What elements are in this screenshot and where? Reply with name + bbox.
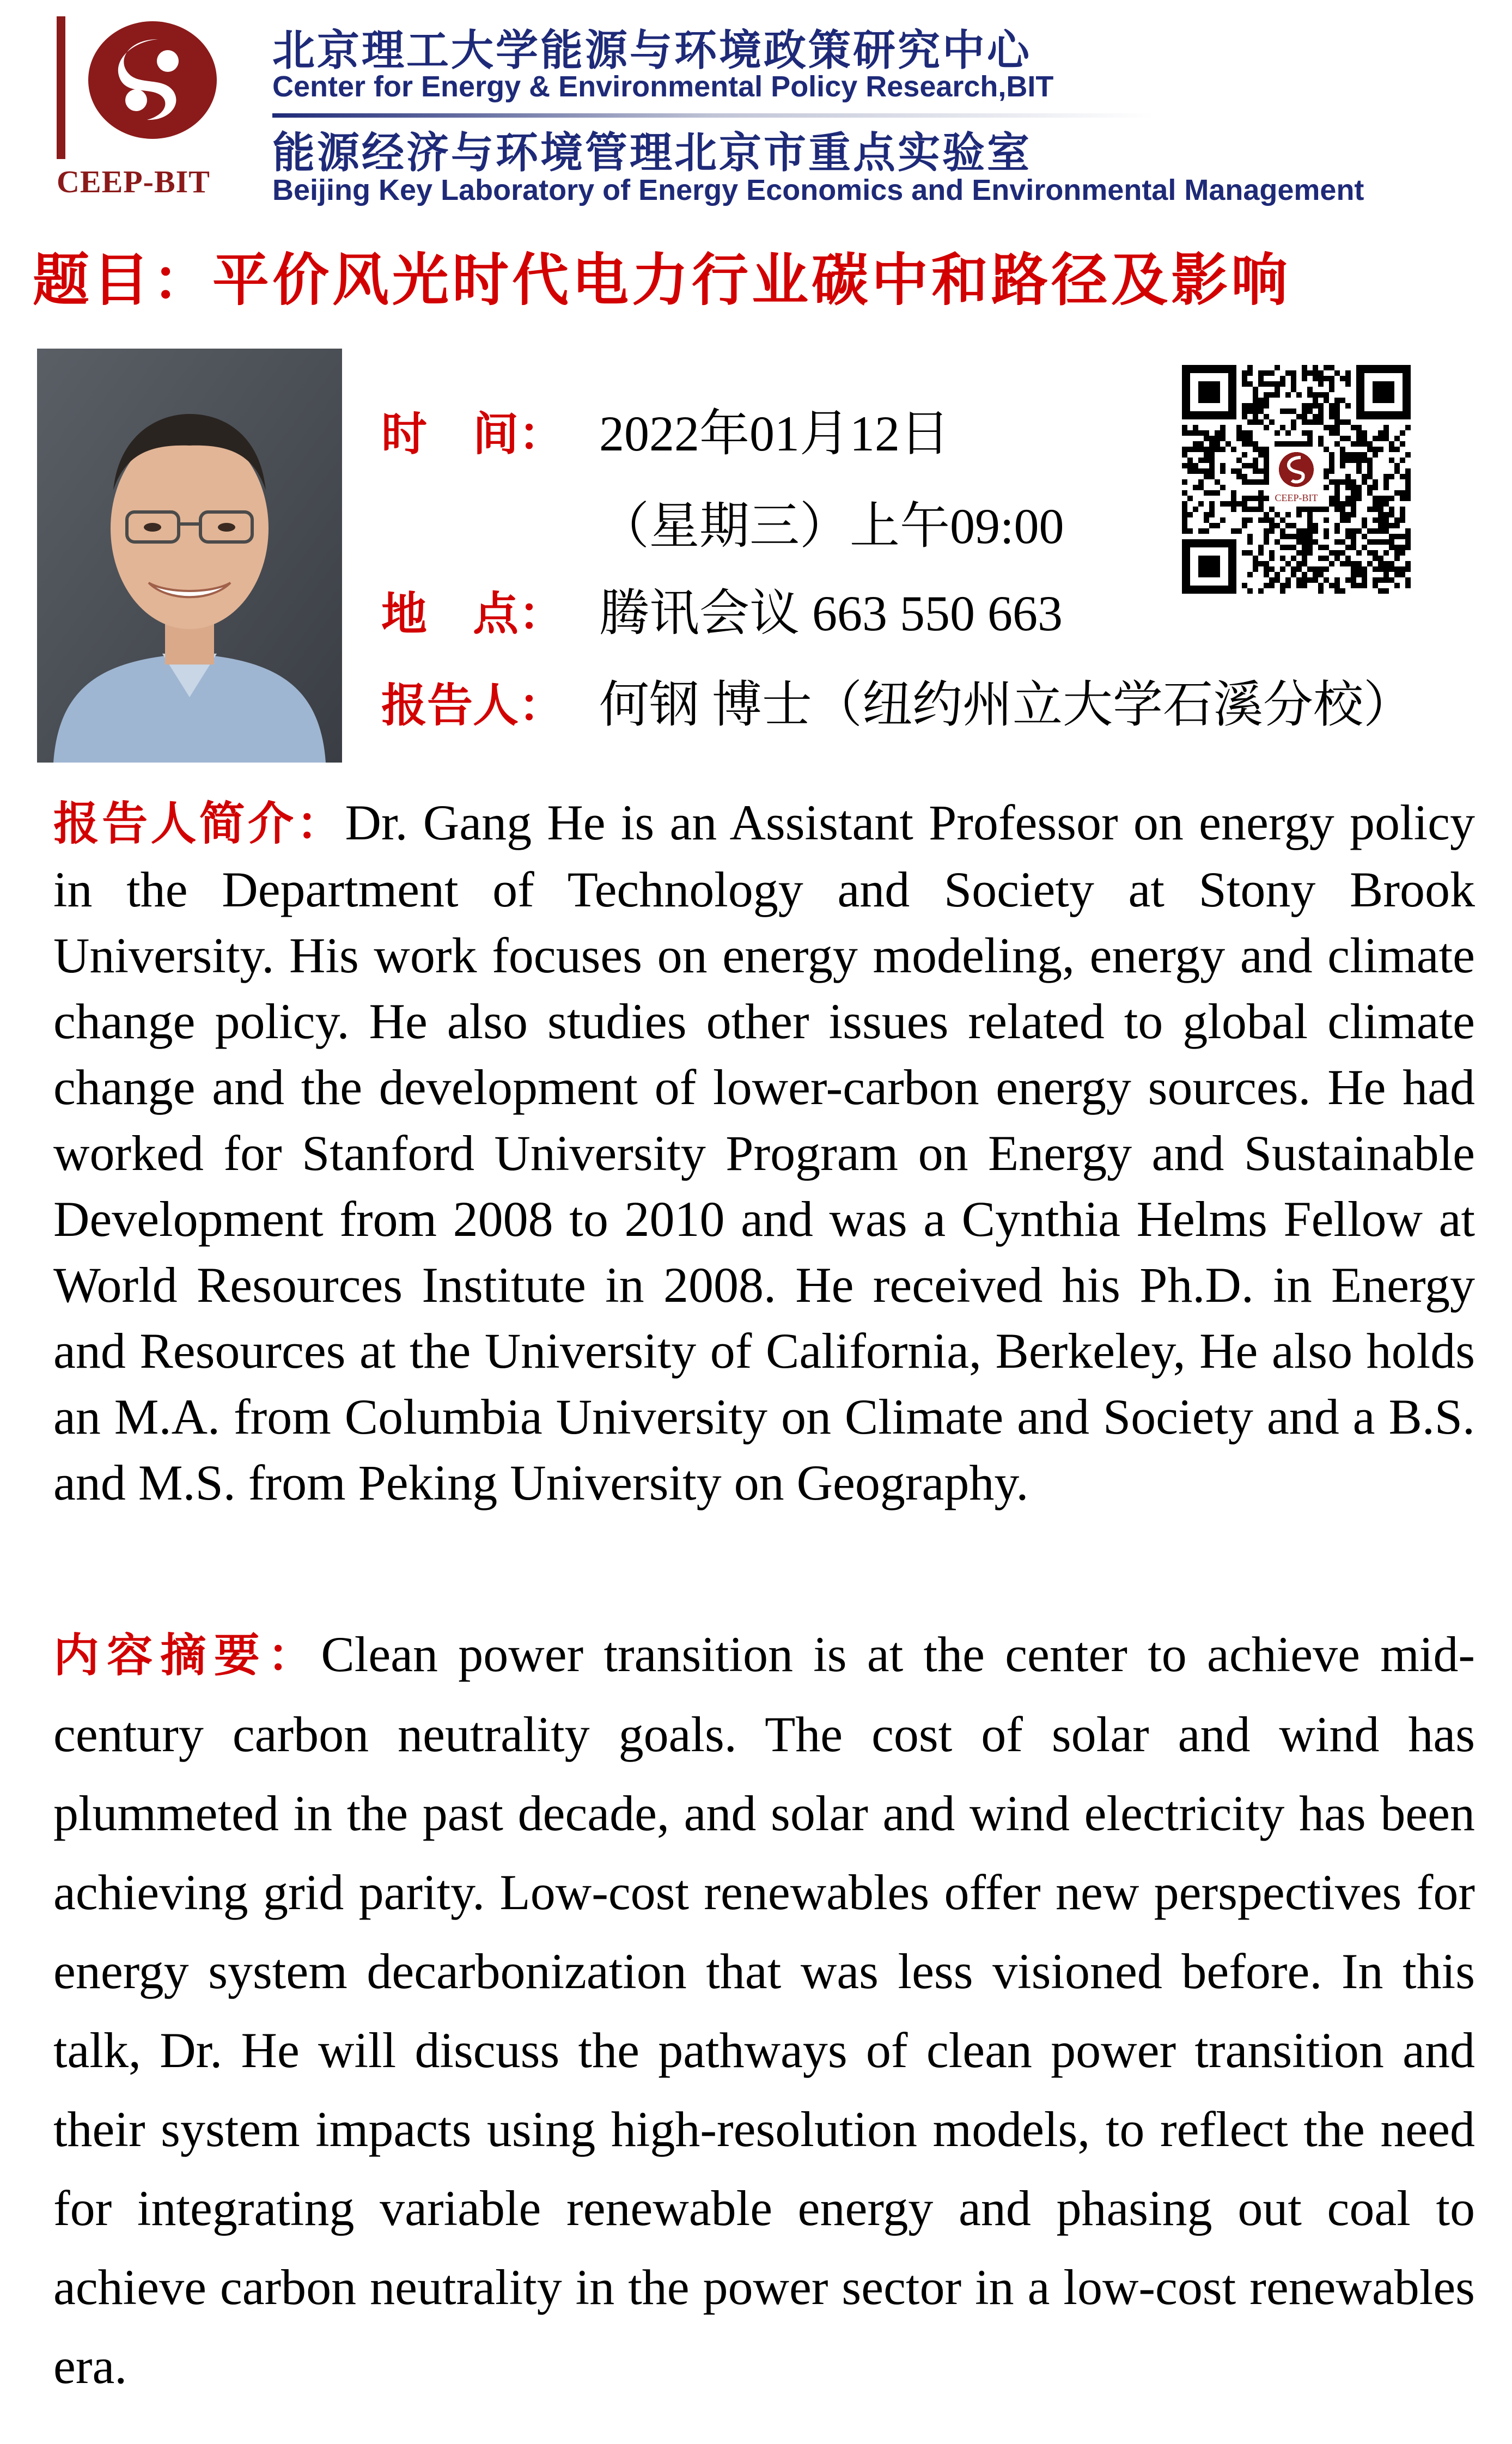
org-name-cn: 北京理工大学能源与环境政策研究中心 — [272, 26, 1032, 75]
ceep-logo-icon — [76, 17, 223, 143]
place-value: 腾讯会议 663 550 663 — [599, 586, 1063, 641]
time-value-hour: （星期三）上午09:00 — [599, 498, 1064, 554]
org-name-en: Center for Energy & Environmental Policy Research,BIT — [272, 70, 1054, 103]
bio-label: 报告人简介： — [53, 797, 345, 850]
talk-abstract — [53, 1615, 1475, 2406]
speaker-photo — [37, 349, 342, 763]
header-divider — [272, 113, 1155, 118]
qr-logo-text: CEEP-BIT — [1275, 492, 1318, 503]
lab-name-en: Beijing Key Laboratory of Energy Economics and Environmental Management — [272, 174, 1364, 206]
speaker-value: 何钢 博士（纽约州立大学石溪分校） — [599, 677, 1414, 733]
logo-bar — [57, 16, 65, 159]
time-value-date: 2022年01月12日 — [599, 406, 950, 461]
bio-text: Dr. Gang He is an Assistant Professor on energy policy in the Department of Technology and Society at Stony Brook University. His work focuses on energy modeling, energy and climate change policy. He also studies other issues related to global climate change and the development of lower-carbon energy sources. He had worked for Stanford University Program on Energy and Sustainable Development from 2008 to 2010 and was a Cynthia Helms Fellow at World Resources Institute in 2008. He received his Ph.D. in Energy and Resources at the University of California, Berkeley, He also holds an M.A. from Columbia University on Climate and Society and a B.S. and M.S. from Peking University on Geography. — [53, 795, 1475, 1510]
abstract-label: 内容摘要： — [53, 1629, 321, 1682]
speaker-label: 报告人： — [381, 679, 565, 732]
abstract-text: Clean power transition is at the center to achieve mid-century carbon neutrality goals. The cost of solar and wind has plummeted in the past decade, and solar and wind electricity has been achieving grid parity. Low-cost renewables offer new perspectives for energy system decarbonization that was less visioned before. In this talk, Dr. He will discuss the pathways of clean power transition and their system impacts using high-resolution models, to reflect the need for integrating variable renewable energy and phasing out coal to achieve carbon neutrality in the power sector in a low-cost renewables era. — [53, 1626, 1475, 2394]
time-label: 时 间： — [381, 407, 565, 461]
logo-text: CEEP-BIT — [57, 164, 210, 199]
qr-code-icon[interactable] — [1182, 365, 1411, 594]
page-title: 题目：平价风光时代电力行业碳中和路径及影响 — [33, 247, 1291, 313]
place-label: 地 点： — [381, 587, 565, 641]
speaker-bio — [53, 790, 1475, 1516]
lab-name-cn: 能源经济与环境管理北京市重点实验室 — [272, 129, 1032, 178]
